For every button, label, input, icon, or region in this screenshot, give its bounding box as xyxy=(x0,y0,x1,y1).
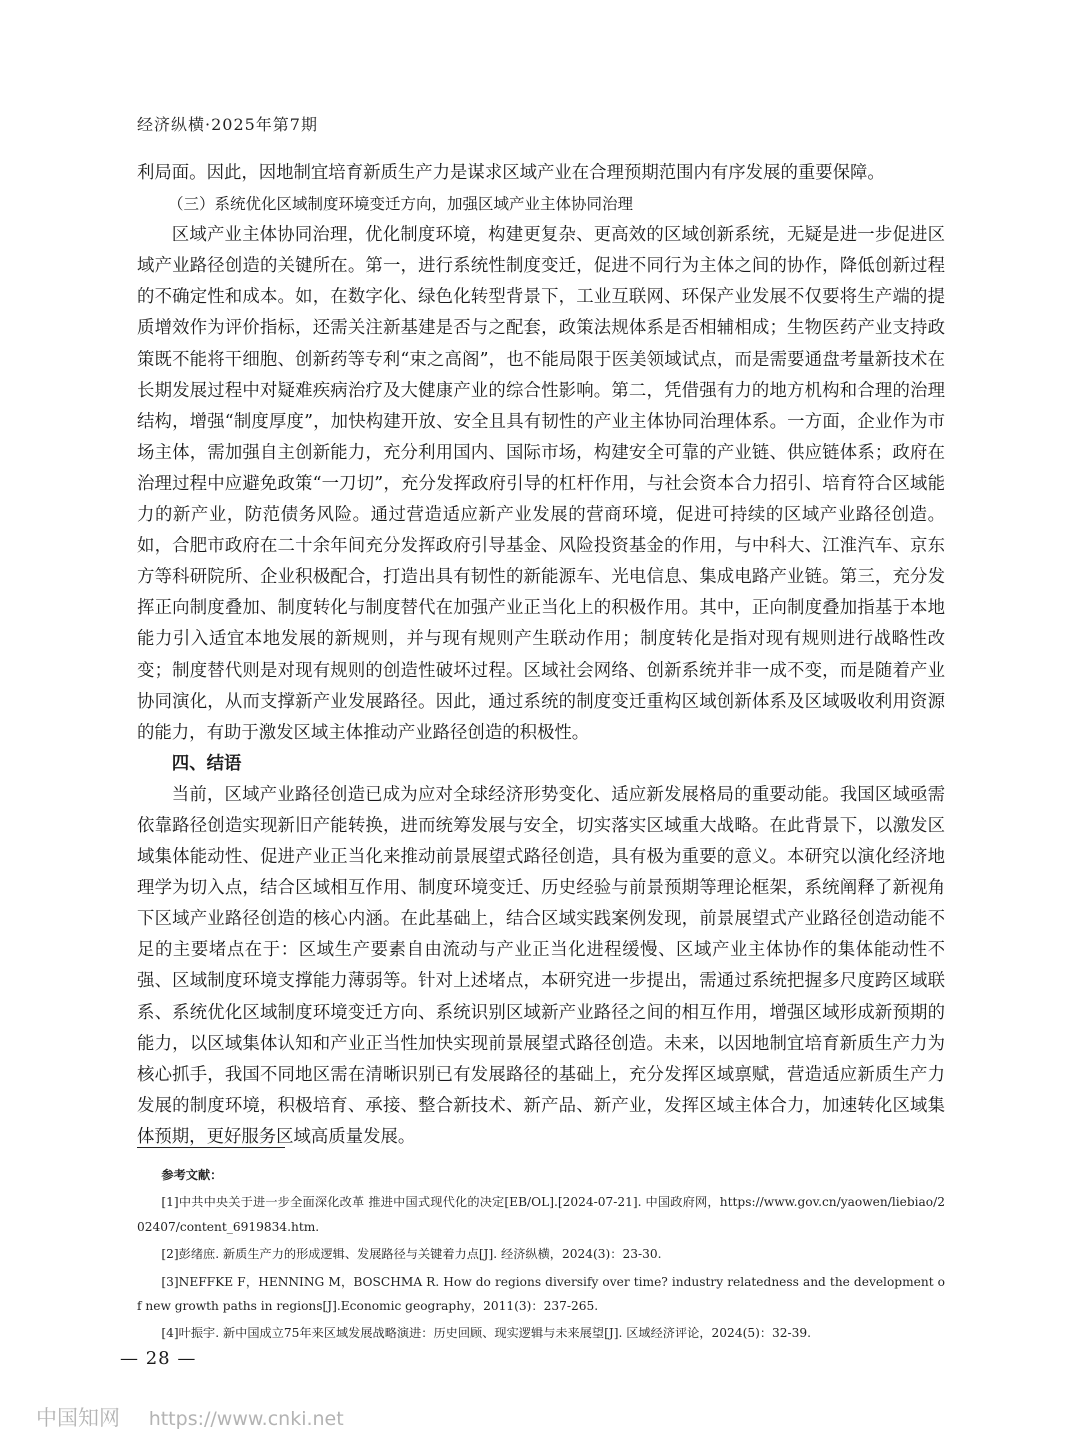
references-list xyxy=(137,1163,945,1349)
paragraph-continuation: 利局面。因此，因地制宜培育新质生产力是谋求区域产业在合理预期范围内有序发展的重要保障。 xyxy=(137,163,885,183)
article-body xyxy=(137,158,945,1153)
watermark-brand: 中国知网 xyxy=(36,1406,120,1430)
reference-item: [3]NEFFKE F，HENNING M，BOSCHMA R. How do regions diversify over time? industry relatedness and the development of new growth paths in regions[J].Economic geography，2011(3)：237-265. xyxy=(137,1274,945,1314)
reference-item: [1]中共中央关于进一步全面深化改革 推进中国式现代化的决定[EB/OL].[2024-07-21]. 中国政府网，https://www.gov.cn/yaowen/liebiao/202407/content_6919834.htm. xyxy=(137,1195,945,1234)
section-heading-conclusion: 四、结语 xyxy=(171,753,242,774)
reference-item: [2]彭绪庶. 新质生产力的形成逻辑、发展路径与关键着力点[J]. 经济纵横，2024(3)：23-30. xyxy=(161,1247,662,1262)
footnote-divider xyxy=(137,1147,285,1148)
paragraph-governance: 区域产业主体协同治理，优化制度环境，构建更复杂、更高效的区域创新系统，无疑是进一步促进区域产业路径创造的关键所在。第一，进行系统性制度变迁，促进不同行为主体之间的协作，降低创新过程的不确定性和成本。如，在数字化、绿色化转型背景下，工业互联网、环保产业发展不仅要将生产端的提质增效作为评价指标，还需关注新基建是否与之配套，政策法规体系是否相辅相成；生物医药产业支持政策既不能将干细胞、创新药等专利“束之高阁”，也不能局限于医美领域试点，而是需要通盘考量新技术在长期发展过程中对疑难疾病治疗及大健康产业的综合性影响。第二，凭借强有力的地方机构和合理的治理结构，增强“制度厚度”，加快构建开放、安全且具有韧性的产业主体协同治理体系。一方面，企业作为市场主体，需加强自主创新能力，充分利用国内、国际市场，构建安全可靠的产业链、供应链体系；政府在治理过程中应避免政策“一刀切”，充分发挥政府引导的杠杆作用，与社会资本合力招引、培育符合区域能力的新产业，防范债务风险。通过营造适应新产业发展的营商环境，促进可持续的区域产业路径创造。如，合肥市政府在二十余年间充分发挥政府引导基金、风险投资基金的作用，与中科大、江淮汽车、京东方等科研院所、企业积极配合，打造出具有韧性的新能源车、光电信息、集成电路产业链。第三，充分发挥正向制度叠加、制度转化与制度替代在加强产业正当化上的积极作用。其中，正向制度叠加指基于本地能力引入适宜本地发展的新规则，并与现有规则产生联动作用；制度转化是指对现有规则进行战略性改变；制度替代则是对现有规则的创造性破坏过程。区域社会网络、创新系统并非一成不变，而是随着产业协同演化，从而支撑新产业发展路径。因此，通过系统的制度变迁重构区域创新体系及区域吸收利用资源的能力，有助于激发区域主体推动产业路径创造的积极性。 xyxy=(137,225,945,743)
watermark xyxy=(36,1402,344,1432)
page-number: — 28 — xyxy=(120,1348,197,1369)
paragraph-conclusion: 当前，区域产业路径创造已成为应对全球经济形势变化、适应新发展格局的重要动能。我国区域亟需依靠路径创造实现新旧产能转换，进而统筹发展与安全，切实落实区域重大战略。在此背景下，以激发区域集体能动性、促进产业正当化来推动前景展望式路径创造，具有极为重要的意义。本研究以演化经济地理学为切入点，结合区域相互作用、制度环境变迁、历史经验与前景预期等理论框架，系统阐释了新视角下区域产业路径创造的核心内涵。在此基础上，结合区域实践案例发现，前景展望式产业路径创造动能不足的主要堵点在于：区域生产要素自由流动与产业正当化进程缓慢、区域产业主体协作的集体能动性不强、区域制度环境支撑能力薄弱等。针对上述堵点，本研究进一步提出，需通过系统把握多尺度跨区域联系、系统优化区域制度环境变迁方向、系统识别区域新产业路径之间的相互作用，增强区域形成新预期的能力，以区域集体认知和产业正当性加快实现前景展望式路径创造。未来，以因地制宜培育新质生产力为核心抓手，我国不同地区需在清晰识别已有发展路径的基础上，充分发挥区域禀赋，营造适应新质生产力发展的制度环境，积极培育、承接、整合新技术、新产品、新产业，发挥区域主体合力，加速转化区域集体预期，更好服务区域高质量发展。 xyxy=(137,784,945,1147)
watermark-url: https://www.cnki.net xyxy=(148,1408,344,1430)
reference-item: [4]叶振宇. 新中国成立75年来区域发展战略演进：历史回顾、现实逻辑与未来展望[J]. 区域经济评论，2024(5)：32-39. xyxy=(161,1326,812,1341)
running-head: 经济纵横·2025年第7期 xyxy=(137,115,318,134)
subsection-heading: （三）系统优化区域制度环境变迁方向，加强区域产业主体协同治理 xyxy=(168,195,634,214)
references-title: 参考文献： xyxy=(161,1168,223,1182)
